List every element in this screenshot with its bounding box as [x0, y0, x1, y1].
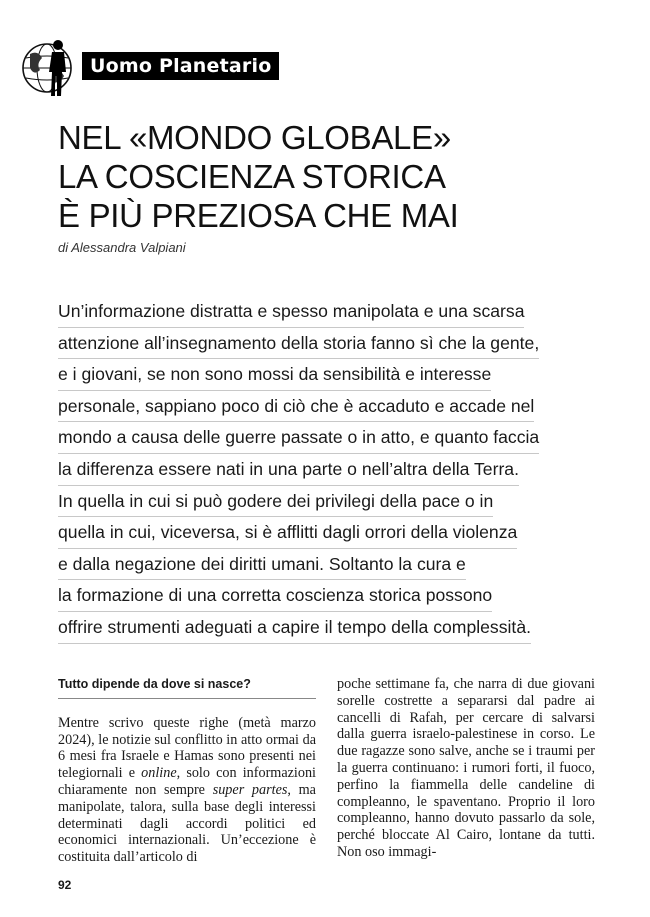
body-column-left	[58, 676, 316, 866]
page-number: 92	[58, 878, 72, 892]
body-paragraph	[58, 715, 316, 866]
body-text: , ma manipolate, talora, sulla base degli interessi determinati dagli accordi politici ed economici internazionali. Un’eccezione è costituita dall’articolo di	[58, 781, 316, 866]
body-text: , solo con informazioni chiaramente non sempre	[58, 765, 316, 798]
lead-line: Un’informazione distratta e spesso manipolata e una scarsa	[58, 296, 524, 328]
lead-line: mondo a causa delle guerre passate o in atto, e quanto faccia	[58, 422, 539, 454]
lead-line: personale, sappiano poco di ciò che è accaduto e accade nel	[58, 391, 534, 423]
lead-line: attenzione all’insegnamento della storia fanno sì che la gente,	[58, 328, 539, 360]
body-text-italic: super partes	[212, 781, 288, 798]
lead-paragraph	[58, 296, 568, 644]
body-text: Mentre scrivo queste righe (metà marzo 2024), le notizie sul conflitto in atto ormai da 6 mesi fra Israele e Hamas sono presenti nei telegiornali e	[58, 714, 316, 782]
lead-line: e dalla negazione dei diritti umani. Soltanto la cura e	[58, 549, 466, 581]
lead-line: la formazione di una corretta coscienza storica possono	[58, 580, 492, 612]
section-subheading: Tutto dipende da dove si nasce?	[58, 676, 316, 699]
title-line: LA COSCIENZA STORICA	[58, 158, 446, 195]
body-column-right	[337, 676, 595, 861]
body-text-italic: online	[141, 765, 177, 782]
lead-line: e i giovani, se non sono mossi da sensibilità e interesse	[58, 359, 491, 391]
title-line: È PIÙ PREZIOSA CHE MAI	[58, 197, 459, 234]
globe-person-icon	[20, 38, 82, 100]
body-paragraph: poche settimane fa, che narra di due giovani sorelle costrette a separarsi dal padre ai cancelli di Rafah, per cercare di salvarsi dalla guerra israelo-palestinese in corso. Le due ragazze sono salve, anche se i traumi per la guerra continuano: i rumori forti, il fuoco, perfino la fiammella delle candeline di compleanno, le spaventano. Proprio il loro compleanno, hanno dovuto passarlo da sole, perché bloccate Al Cairo, lontane da tutti. Non oso immagi-	[337, 676, 595, 860]
section-label: Uomo Planetario	[82, 52, 279, 80]
byline: di Alessandra Valpiani	[58, 240, 186, 255]
lead-line: In quella in cui si può godere dei privilegi della pace o in	[58, 486, 493, 518]
lead-line: la differenza essere nati in una parte o nell’altra della Terra.	[58, 454, 519, 486]
title-line: NEL «MONDO GLOBALE»	[58, 119, 451, 156]
section-header	[20, 38, 290, 98]
article-title	[58, 118, 618, 235]
lead-line: offrire strumenti adeguati a capire il tempo della complessità.	[58, 612, 531, 644]
lead-line: quella in cui, viceversa, si è afflitti dagli orrori della violenza	[58, 517, 517, 549]
